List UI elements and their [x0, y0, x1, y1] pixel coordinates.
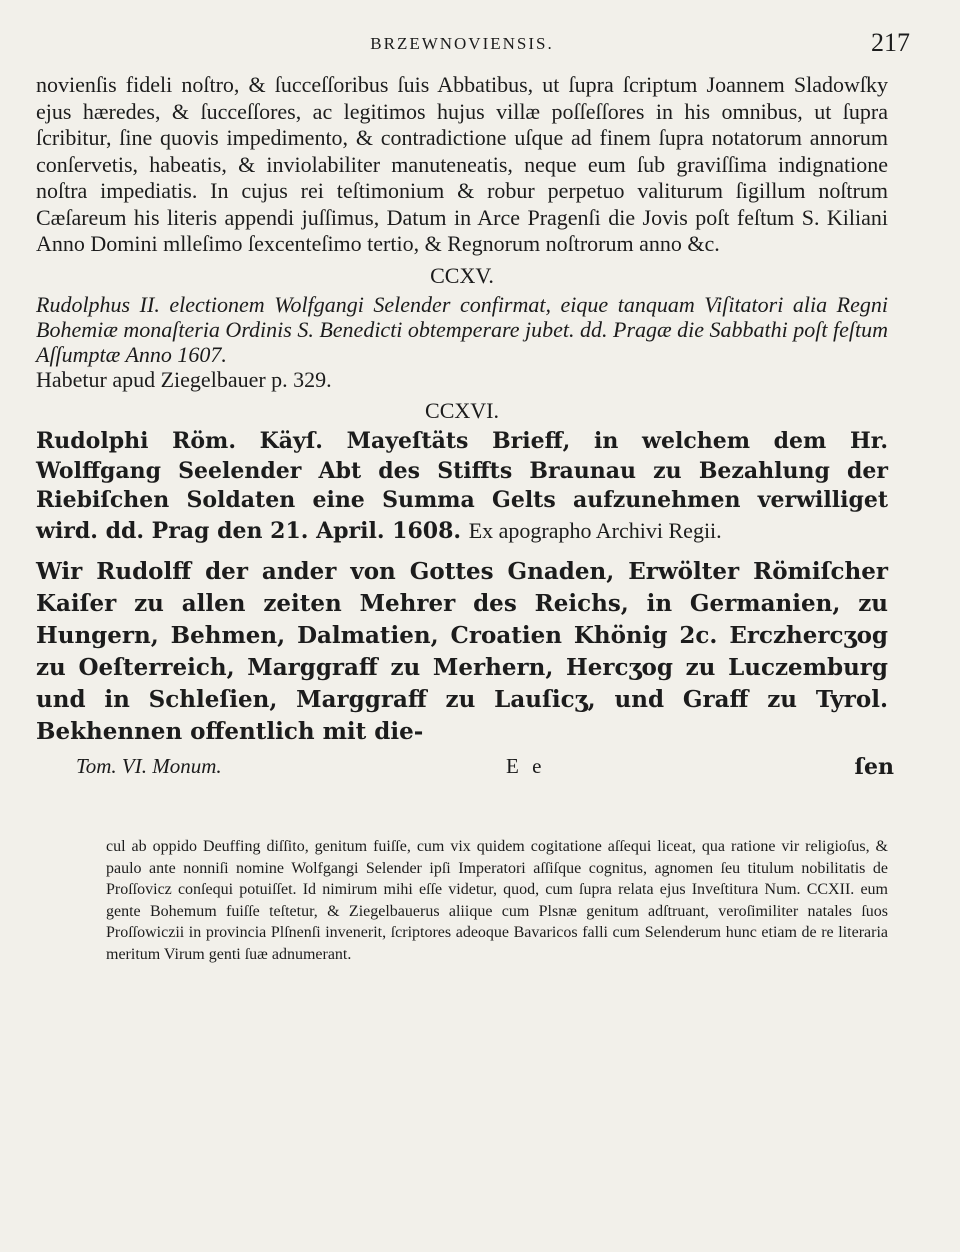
continuation-paragraph: novienſis fideli noſtro, & ſucceſſoribus ſuis Abbatibus, ut ſupra ſcriptum Joannem Sladowſky ejus hæredes, & ſucceſſores, ac legitimos hujus villæ poſſeſſores in his omnibus, ut ſupra ſcribitur, ſine quovis impedimento, & contradictione uſque ad finem ſupra notatorum annorum conſervetis, habeatis, & inviolabiliter manuteneatis, neque eum ſub graviſſima indignatione noſtra impediatis. In cujus rei teſtimonium & robur perpetuo valiturum ſigillum noſtrum Cæſareum his literis appendi juſſimus, Datum in Arce Pragenſi die Jovis poſt feſtum S. Kiliani Anno Domini mlleſimo ſexcenteſimo tertio, & Regnorum noſtrorum anno &c. — [36, 72, 888, 256]
running-head: BRZEWNOVIENSIS. — [370, 34, 554, 53]
footnote: cul ab oppido Deuffing diſſito, genitum fuiſſe, cum vix quidem cogitatione aſſequi liceat, qua ratione vir religioſus, & paulo ante nonniſi nomine Wolfgangi Selender ipſi Imperatori aſſiſque cognitus, agnomen ſeu titulum nobilitatis de Proſſovicz conſequi potuiſſet. Id nimirum mihi eſſe videtur, quod, cum ſupra relata ejus Inveſtitura Num. CCXII. eum gente Bohemum fuiſſe teſtetur, & Ziegelbauerus aliique cum Plsnæ genitum adſtruant, veroſimiliter natales ſuos Proſſowiczii in provincia Plſnenſi invenerit, ſcriptores adeoque Bavaricos falli cum Selenderum hunc etiam de re literaria meritum Virum genti ſuæ adnumerant. — [106, 838, 888, 963]
signature-mark: E e — [506, 754, 546, 778]
page-header — [36, 28, 910, 72]
section-source-ccxv: Habetur apud Ziegelbauer p. 329. — [36, 366, 332, 392]
section-number-ccxvi: CCXVI. — [425, 398, 499, 423]
section-rubric-ccxvi — [36, 427, 888, 546]
charter-text: Wir Rudolff der ander von Gottes Gnaden, Erwölter Römiſcher Kaiſer zu allen zeiten Mehrer des Reichs, in Germanien, zu Hungern, Behmen, Dalmatien, Croatien Khönig 2c. Erczhercʒog zu Oeſterreich, Marggraff zu Merhern, Hercʒog zu Luczemburg und in Schleſien, Marggraff zu Lauſicʒ, und Graff zu Tyrol. Bekhennen offentlich mit die- — [36, 558, 888, 745]
page-footer — [36, 754, 894, 788]
section-rubric-ccxv: Rudolphus II. electionem Wolfgangi Selender confirmat, eique tanquam Viſitatori alia Regni Bohemiæ monaſteria Ordinis S. Benedicti obtemperare jubet. dd. Pragæ die Sabbathi poſt feſtum Aſſumptæ Anno 1607. — [36, 291, 888, 367]
section-source-ccxvi: Ex apographo Archivi Regii. — [468, 517, 722, 543]
gothic-rubric-text: Rudolphi Röm. Käyſ. Mayeſtäts Brieff, in welchem dem Hr. Wolffgang Seelender Abt des Stiffts Braunau zu Bezahlung der Riebiſchen Soldaten eine Summa Gelts aufzunehmen verwilliget wird. dd. Prag den 21. April. 1608. — [36, 428, 888, 544]
section-number-ccxv: CCXV. — [430, 262, 494, 288]
catchword: ſen — [854, 754, 894, 780]
page-number: 217 — [871, 28, 910, 57]
tome-reference: Tom. VI. Monum. — [76, 754, 222, 778]
